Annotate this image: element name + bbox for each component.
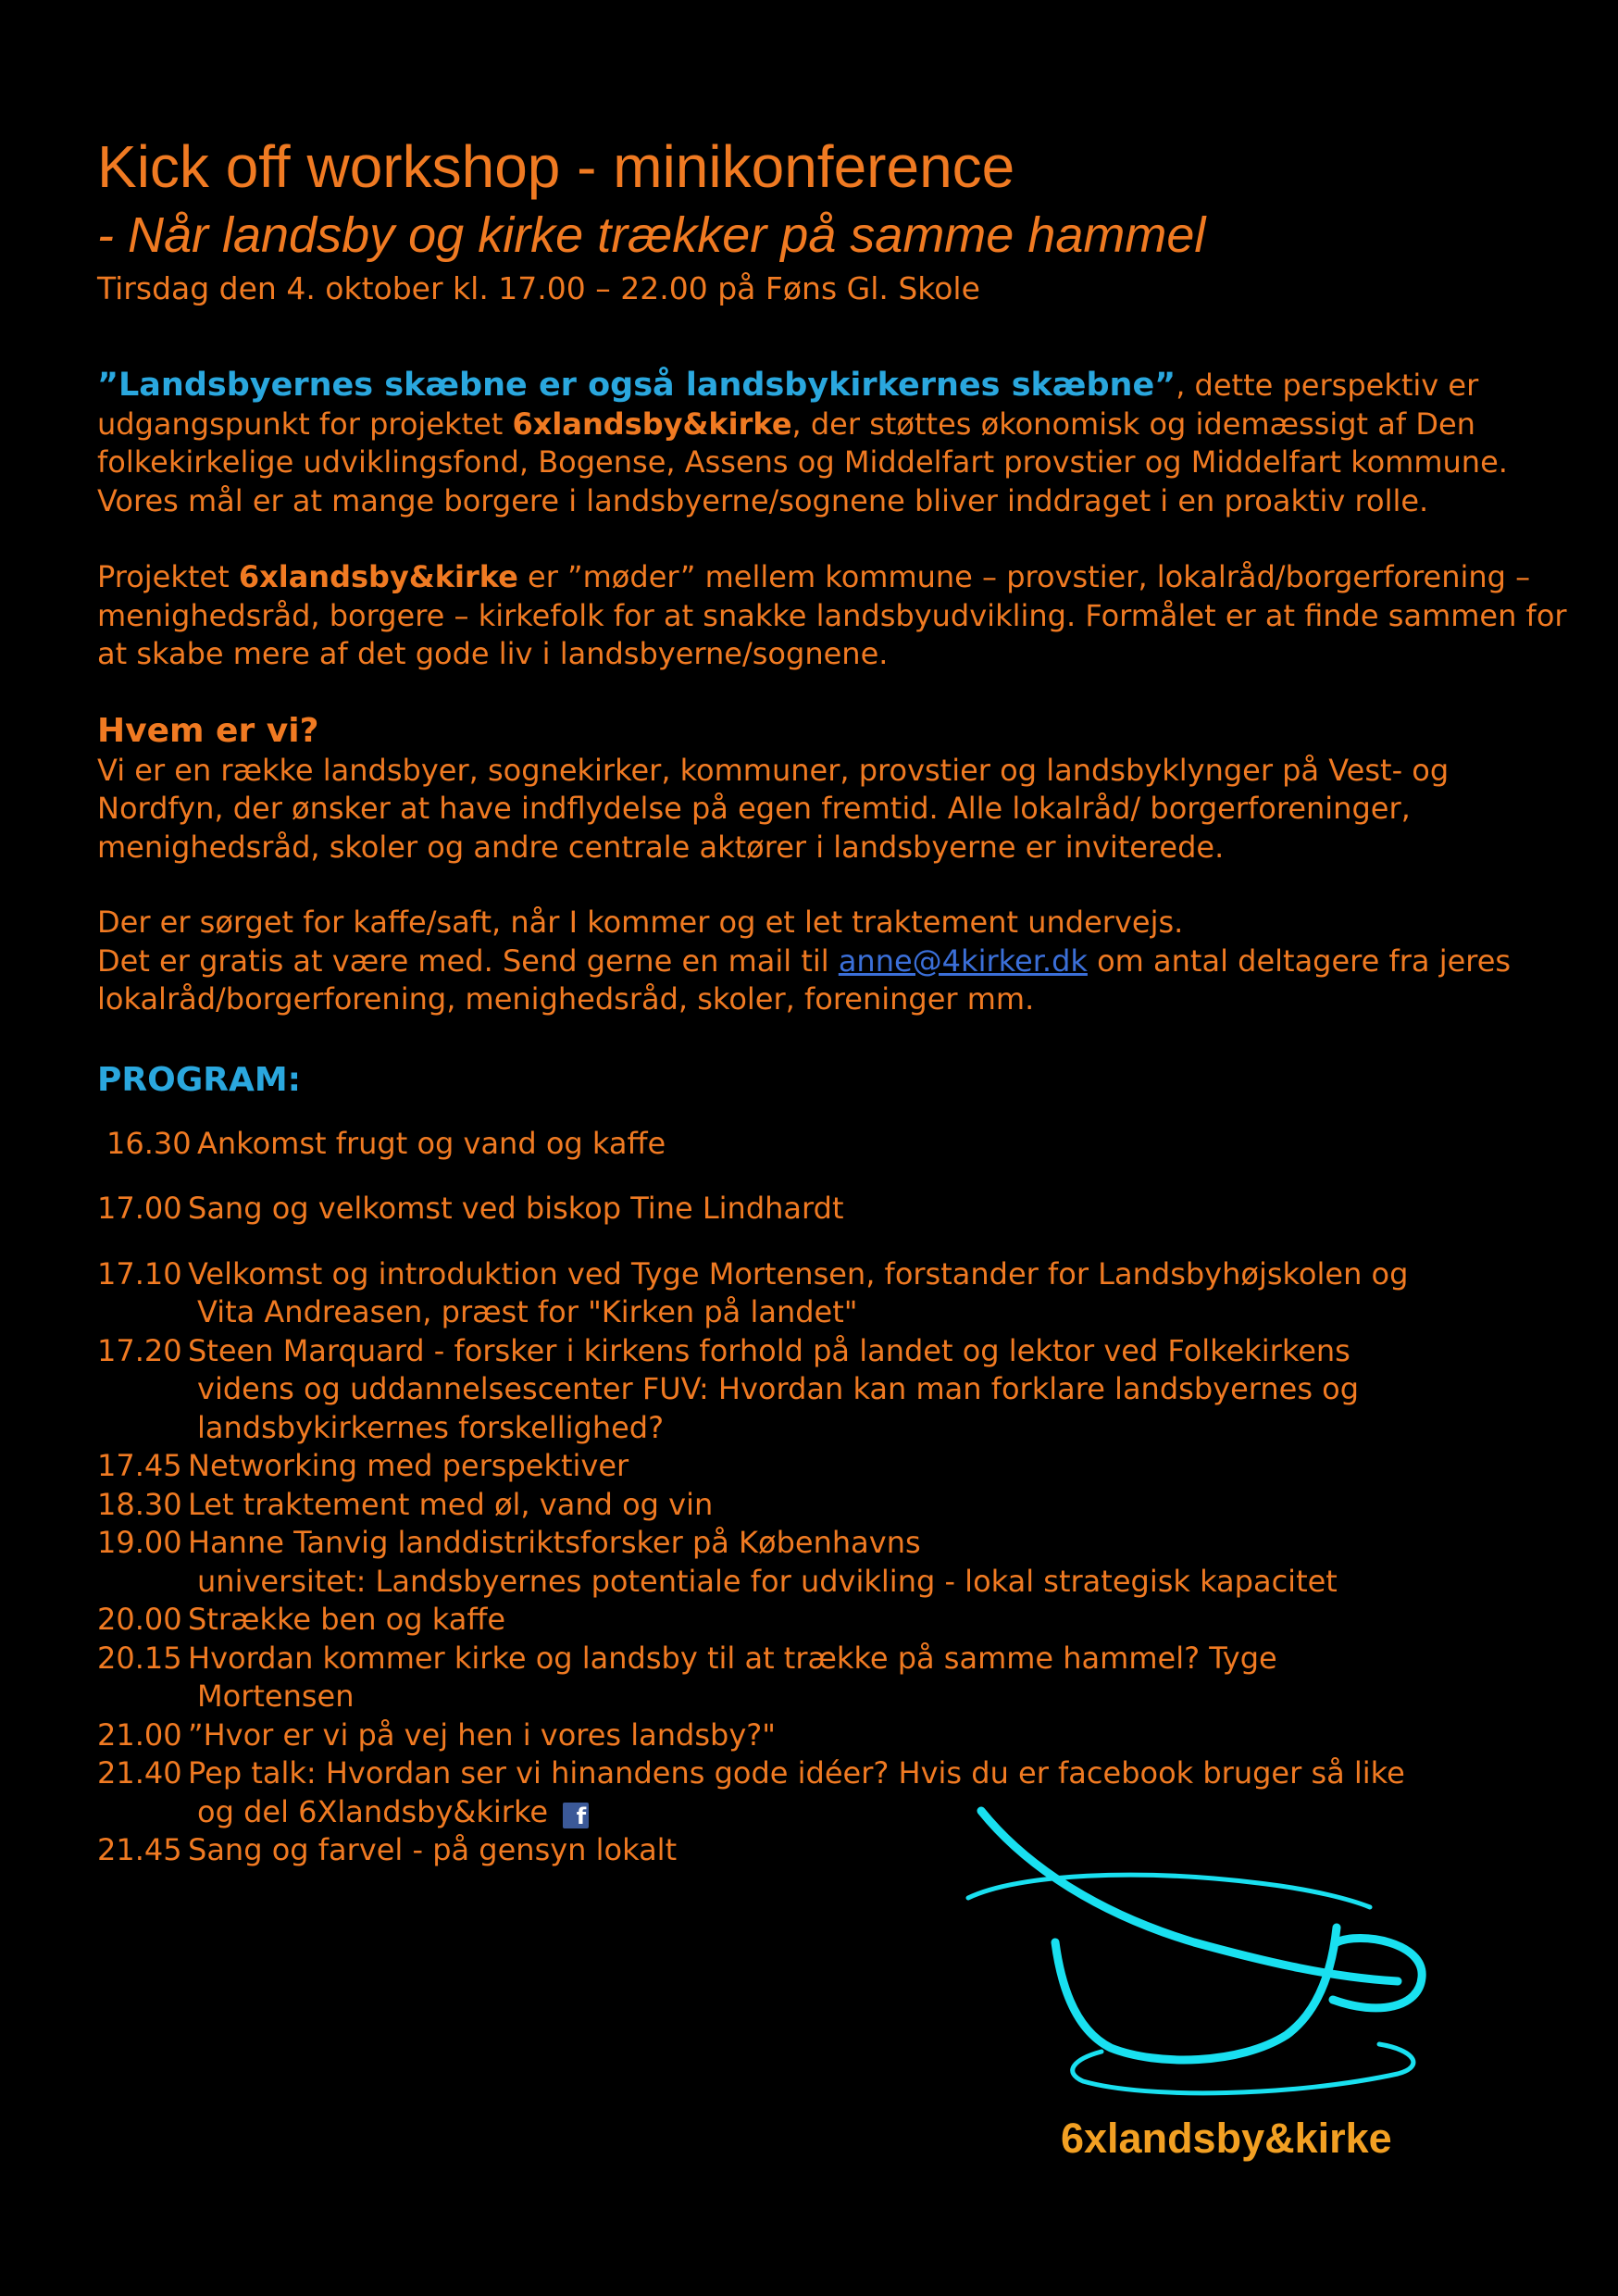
- program-text: Pep talk: Hvordan ser vi hinandens gode idéer? Hvis du er facebook bruger så like: [188, 1755, 1405, 1791]
- intro-project-name: 6xlandsby&kirke: [512, 406, 792, 442]
- program-text: Sang og farvel - på gensyn lokalt: [188, 1832, 678, 1867]
- program-item: [97, 1332, 1578, 1448]
- intro-text-2: , der støttes økonomisk og idemæssigt af Den folkekirkelige udviklingsfond, Bogense, Assens og Middelfart provstier og Middelfart kommune. Vores mål er at mange borgere i landsbyerne/sognene bliver inddraget i en proaktiv rolle.: [97, 406, 1508, 518]
- practical-line-2-post: om antal deltagere fra jeres lokalråd/borgerforening, menighedsråd, skoler, foreninger mm.: [97, 942, 1512, 1017]
- program-text: Velkomst og introduktion ved Tyge Mortensen, forstander for Landsbyhøjskolen og: [188, 1255, 1409, 1292]
- program-text: Strække ben og kaffe: [188, 1602, 506, 1637]
- who-heading: Hvem er vi?: [97, 711, 319, 750]
- program-time: 21.00: [97, 1716, 182, 1753]
- program-text: Let traktement med øl, vand og vin: [188, 1486, 714, 1522]
- practical-paragraph: [97, 904, 1578, 1019]
- program-text: Hvordan kommer kirke og landsby til at trække på samme hammel? Tyge: [188, 1640, 1277, 1676]
- intro-quote: ”Landsbyernes skæbne er også landsbykirkernes skæbne”: [97, 367, 1176, 404]
- program-text: og del 6Xlandsby&kirke: [197, 1793, 549, 1829]
- program-item: [97, 1524, 1578, 1601]
- program-item: [97, 1447, 1578, 1486]
- program-item: [97, 1125, 1578, 1164]
- project-name: 6xlandsby&kirke: [238, 559, 518, 594]
- program-item: [97, 1640, 1578, 1716]
- program-text: Mortensen: [197, 1678, 355, 1714]
- page-subtitle: - Når landsby og kirke trækker på samme hammel: [97, 207, 1206, 263]
- program-time: 17.20: [97, 1332, 182, 1368]
- document: [97, 128, 1578, 1870]
- project-lead: Projektet: [97, 559, 239, 594]
- program-time: 16.30: [106, 1125, 192, 1161]
- program-text: Sang og velkomst ved biskop Tine Lindhardt: [188, 1191, 844, 1226]
- practical-line-2-pre: Det er gratis at være med. Send gerne en mail til: [97, 942, 839, 979]
- program-heading: PROGRAM:: [97, 1060, 302, 1099]
- program-item: [97, 1486, 1578, 1525]
- program-time: 19.00: [97, 1525, 182, 1560]
- project-paragraph: [97, 558, 1578, 674]
- program-text: landsbykirkernes forskellighed?: [197, 1409, 665, 1445]
- intro-text-1: , dette perspektiv er udgangspunkt for projektet: [97, 368, 1479, 442]
- program-text: videns og uddannelsescenter FUV: Hvordan kan man forklare landsbyernes og: [197, 1371, 1360, 1406]
- program-time: 17.45: [97, 1448, 182, 1483]
- program-text: Steen Marquard - forsker i kirkens forhold på landet og lektor ved Folkekirkens: [188, 1332, 1350, 1368]
- program-item: [97, 1601, 1578, 1640]
- brand-logo-text: 6xlandsby&kirke: [1061, 2115, 1392, 2162]
- program-item: [97, 1190, 1578, 1229]
- program-time: 17.10: [97, 1255, 182, 1292]
- project-text: er ”møder” mellem kommune – provstier, lokalråd/borgerforening – menighedsråd, borgere – kirkefolk for at snakke landsbyudvikling. Formålet er at finde sammen for at skabe mere af det gode liv i landsbyerne/sognene.: [97, 559, 1567, 671]
- program-text: Vita Andreasen, præst for "Kirken på landet": [197, 1294, 858, 1329]
- who-paragraph: Vi er en række landsbyer, sognekirker, kommuner, provstier og landsbyklynger på Vest- og Nordfyn, der ønsker at have indflydelse på egen fremtid. Alle lokalråd/ borgerforeninger, menighedsråd, skoler og andre centrale aktører i landsbyerne er inviterede.: [97, 752, 1450, 865]
- page-title: Kick off workshop - minikonference: [97, 133, 1015, 200]
- program-time: 21.45: [97, 1832, 182, 1867]
- program-text: universitet: Landsbyernes potentiale for udvikling - lokal strategisk kapacitet: [197, 1563, 1338, 1599]
- program-text: Hanne Tanvig landdistriktsforsker på Københavns: [188, 1525, 921, 1560]
- program-time: 20.15: [97, 1640, 182, 1676]
- practical-line-1: Der er sørget for kaffe/saft, når I kommer og et let traktement undervejs.: [97, 905, 1184, 940]
- program-time: 21.40: [97, 1755, 182, 1791]
- program-list: [97, 1125, 1578, 1870]
- program-time: 18.30: [97, 1486, 182, 1522]
- email-link[interactable]: anne@4kirker.dk: [838, 942, 1088, 979]
- program-time: 20.00: [97, 1602, 182, 1637]
- event-dateline: Tirsdag den 4. oktober kl. 17.00 – 22.00 på Føns Gl. Skole: [97, 270, 980, 306]
- program-text: ”Hvor er vi på vej hen i vores landsby?": [188, 1716, 776, 1753]
- facebook-icon[interactable]: f: [563, 1803, 589, 1828]
- program-text: Networking med perspektiver: [188, 1448, 629, 1483]
- coffee-cup-icon: [963, 1803, 1444, 2118]
- program-item: [97, 1255, 1578, 1332]
- program-time: 17.00: [97, 1191, 182, 1226]
- program-text: Ankomst frugt og vand og kaffe: [197, 1125, 666, 1161]
- program-item: [97, 1716, 1578, 1755]
- intro-paragraph: [97, 367, 1578, 520]
